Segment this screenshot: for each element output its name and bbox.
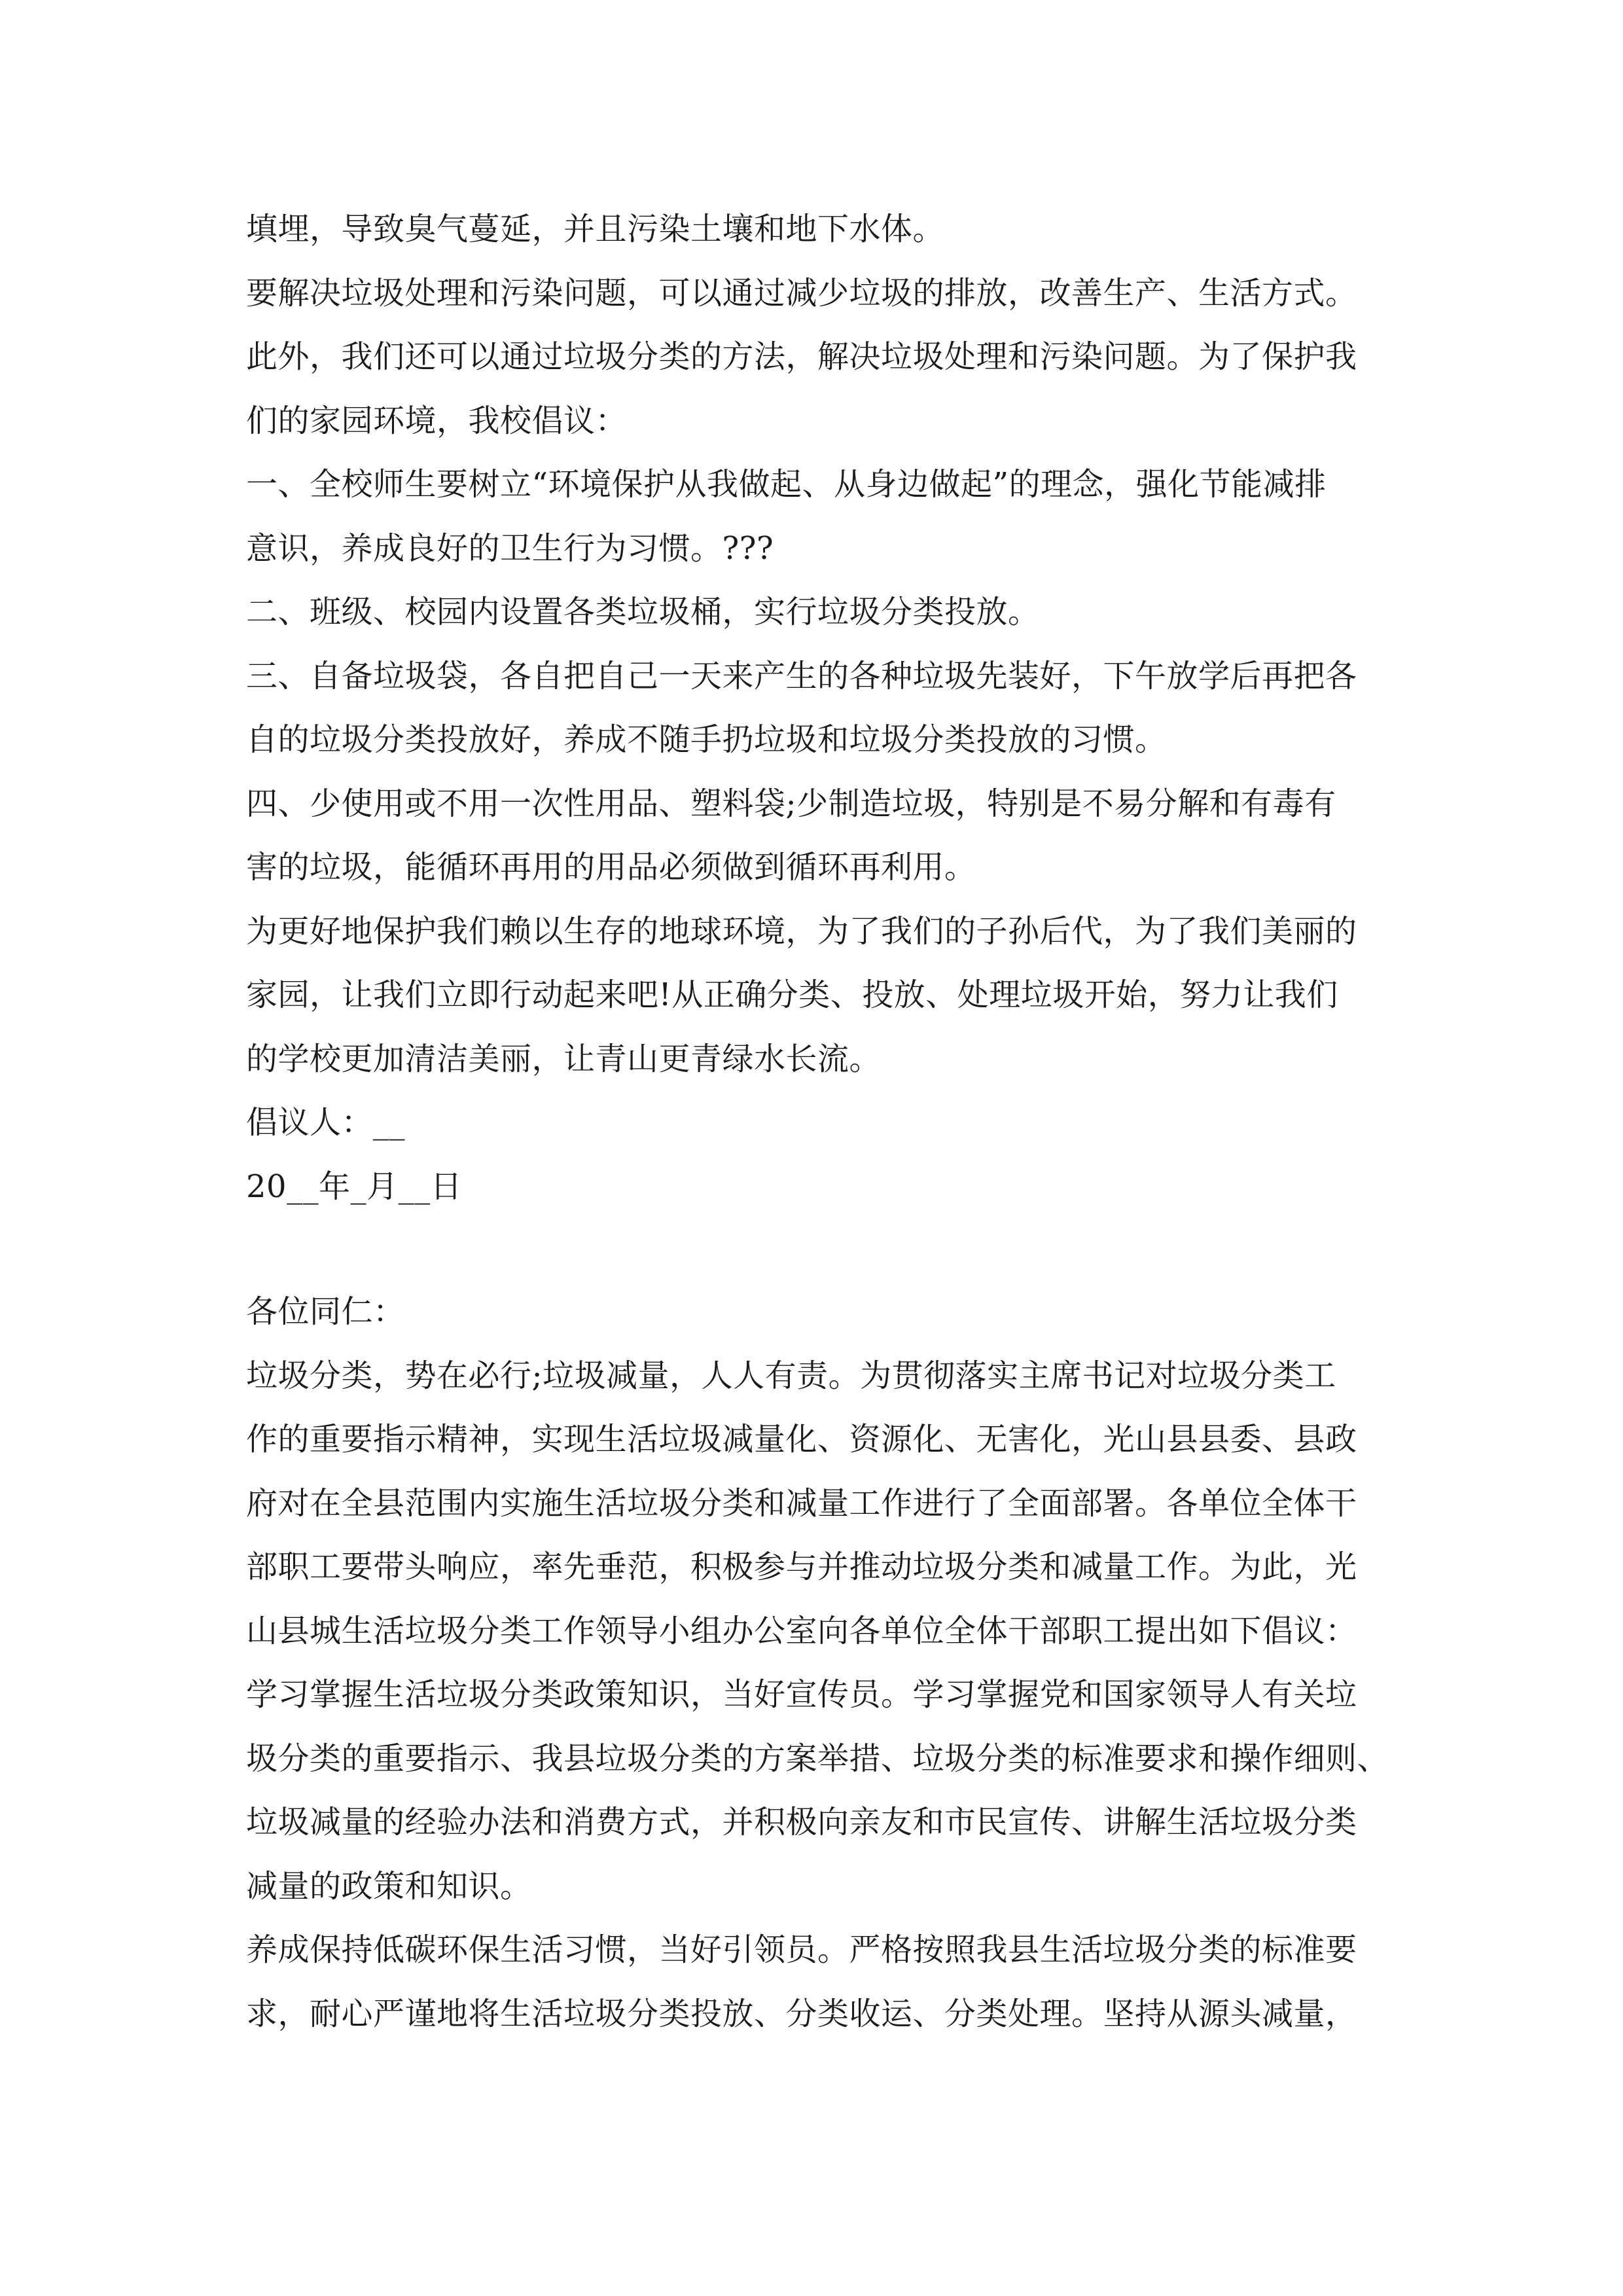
text-line: 垃圾减量的经验办法和消费方式，并积极向亲友和市民宣传、讲解生活垃圾分类 [246, 1804, 1357, 1840]
text-line: 减量的政策和知识。 [246, 1867, 532, 1905]
text-line: 自的垃圾分类投放好，养成不随手扔垃圾和垃圾分类投放的习惯。 [246, 721, 1167, 758]
text-line: 为更好地保护我们赖以生存的地球环境，为了我们的子孙后代，为了我们美丽的 [246, 912, 1357, 950]
text-line: 求，耐心严谨地将生活垃圾分类投放、分类收运、分类处理。坚持从源头减量， [246, 1995, 1357, 2032]
text-line: 家园，让我们立即行动起来吧!从正确分类、投放、处理垃圾开始，努力让我们 [246, 977, 1338, 1013]
text-line: 学习掌握生活垃圾分类政策知识，当好宣传员。学习掌握党和国家领导人有关垃 [246, 1676, 1357, 1713]
text-line: 四、少使用或不用一次性用品、塑料袋;少制造垃圾，特别是不易分解和有毒有 [246, 785, 1336, 822]
text-line: 害的垃圾，能循环再用的用品必须做到循环再利用。 [246, 849, 976, 886]
text-line: 养成保持低碳环保生活习惯，当好引领员。严格按照我县生活垃圾分类的标准要 [246, 1931, 1357, 1968]
proposal-school-section [246, 198, 1385, 1219]
text-line: 垃圾分类，势在必行;垃圾减量，人人有责。为贯彻落实主席书记对垃圾分类工 [246, 1357, 1336, 1394]
text-line: 们的家园环境，我校倡议： [246, 402, 628, 439]
text-line: 此外，我们还可以通过垃圾分类的方法，解决垃圾处理和污染问题。为了保护我 [246, 338, 1357, 375]
text-line: 一、全校师生要树立“环境保护从我做起、从身边做起”的理念，强化节能减排 [246, 466, 1327, 503]
proposal-county-section [246, 1280, 1389, 2046]
text-line: 府对在全县范围内实施生活垃圾分类和减量工作进行了全面部署。各单位全体干 [246, 1484, 1357, 1522]
text-line: 意识，养成良好的卫生行为习惯。??? [246, 529, 774, 567]
salutation: 各位同仁： [246, 1293, 405, 1330]
text-line: 圾分类的重要指示、我县垃圾分类的方案举措、垃圾分类的标准要求和操作细则、 [246, 1740, 1389, 1777]
text-line: 二、班级、校园内设置各类垃圾桶，实行垃圾分类投放。 [246, 594, 1040, 630]
text-line: 三、自备垃圾袋，各自把自己一天来产生的各种垃圾先装好，下午放学后再把各 [246, 657, 1357, 694]
text-line: 要解决垃圾处理和污染问题，可以通过减少垃圾的排放，改善生产、生活方式。 [246, 274, 1357, 312]
text-line: 填埋，导致臭气蔓延，并且污染土壤和地下水体。 [246, 211, 945, 247]
date-line: 20__年_月__日 [246, 1168, 463, 1205]
signature-line: 倡议人：__ [246, 1104, 406, 1141]
text-line: 的学校更加清洁美丽，让青山更青绿水长流。 [246, 1040, 882, 1077]
text-line: 部职工要带头响应，率先垂范，积极参与并推动垃圾分类和减量工作。为此，光 [246, 1549, 1357, 1585]
text-line: 山县城生活垃圾分类工作领导小组办公室向各单位全体干部职工提出如下倡议： [246, 1612, 1357, 1649]
text-line: 作的重要指示精神，实现生活垃圾减量化、资源化、无害化，光山县县委、县政 [246, 1421, 1357, 1458]
